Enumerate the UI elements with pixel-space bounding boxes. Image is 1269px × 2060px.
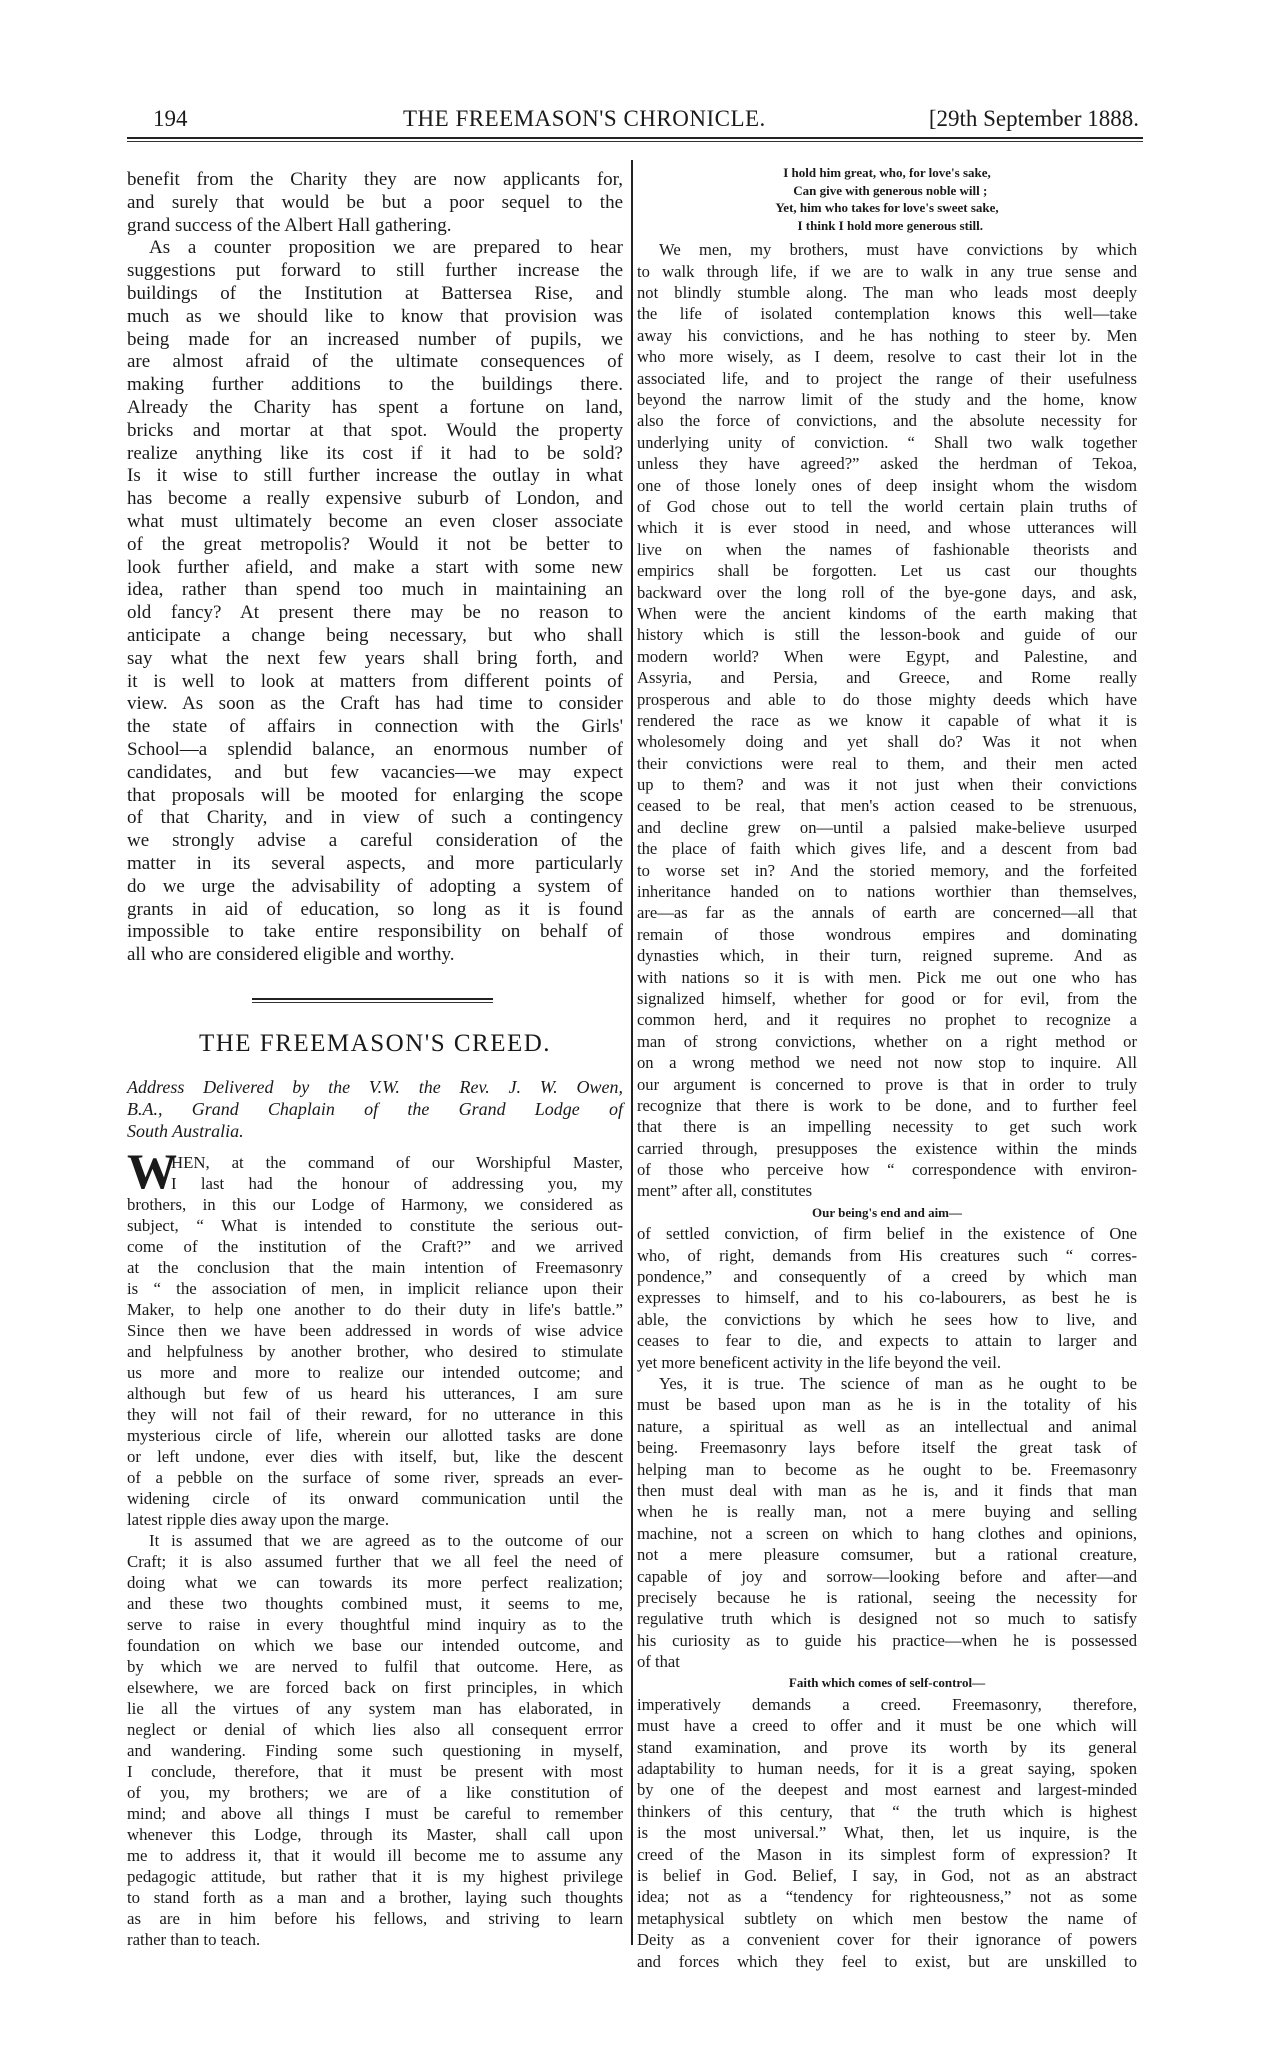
paragraph-line: creed of the Mason in its simplest form of expression? It bbox=[637, 1844, 1137, 1864]
paragraph-line: unless they have agreed?” asked the herdman of Tekoa, bbox=[637, 454, 1137, 474]
paragraph-line: grants in aid of education, so long as it is found bbox=[127, 898, 623, 920]
paragraph-line: whenever this Lodge, through its Master, shall call upon bbox=[127, 1825, 623, 1844]
paragraph-line: able, the convictions by which he sees how to live, and bbox=[637, 1309, 1137, 1329]
paragraph-line: not a mere pleasure comsumer, but a rational creature, bbox=[637, 1545, 1137, 1565]
paragraph-line: all who are considered eligible and worthy. bbox=[127, 944, 455, 966]
paragraph-line: must be based upon man as he is in the totality of his bbox=[637, 1395, 1137, 1415]
paragraph-line: they will not fail of their reward, for no utterance in this bbox=[127, 1404, 623, 1424]
paragraph-line: doing what we can towards its more perfect realization; bbox=[127, 1572, 623, 1592]
paragraph-line: recognize that there is work to be done, and to further feel bbox=[637, 1095, 1137, 1115]
paragraph-line: signalized himself, whether for good or for evil, from the bbox=[637, 988, 1137, 1008]
paragraph-line: neglect or denial of which lies also all consequent errror bbox=[127, 1719, 623, 1739]
paragraph-line: empirics shall be forgotten. Let us cast our thoughts bbox=[637, 561, 1137, 581]
left-column-continuation bbox=[127, 169, 623, 967]
paragraph-line: Deity as a convenient cover for their ignorance of powers bbox=[637, 1930, 1137, 1950]
paragraph-line: at the conclusion that the main intention of Freemasonry bbox=[127, 1257, 623, 1277]
paragraph-line: of those who perceive how “ correspondence with environ- bbox=[637, 1160, 1137, 1180]
paragraph-line: buildings of the Institution at Battersea Rise, and bbox=[127, 282, 623, 304]
paragraph-line: matter in its several aspects, and more particularly bbox=[127, 852, 623, 874]
paragraph-line: Maker, to help one another to do their duty in life's battle.” bbox=[127, 1299, 623, 1319]
paragraph-line: imperatively demands a creed. Freemasonry, therefore, bbox=[637, 1694, 1137, 1714]
paragraph-line: man of strong convictions, whether on a right method or bbox=[637, 1031, 1137, 1051]
paragraph-line: serve to raise in every thoughtful mind inquiry as to the bbox=[127, 1614, 623, 1634]
paragraph-line: who more wisely, as I deem, resolve to cast their lot in the bbox=[637, 347, 1137, 367]
paragraph-line: us more and more to realize our intended outcome; and bbox=[127, 1362, 623, 1382]
paragraph-line: suggestions put forward to still further increase the bbox=[127, 260, 623, 282]
paragraph-line: of the great metropolis? Would it not be better to bbox=[127, 533, 623, 555]
paragraph-line: benefit from the Charity they are now applicants for, bbox=[127, 169, 623, 190]
column-divider bbox=[631, 160, 633, 1945]
quoted-line: Faith which comes of self-control— bbox=[788, 1675, 986, 1691]
paragraph-line: are almost afraid of the ultimate consequences of bbox=[127, 351, 623, 373]
paragraph-line: live on when the names of fashionable theorists and bbox=[637, 539, 1137, 559]
paragraph-line: machine, not a screen on which to hang clothes and opinions, bbox=[637, 1523, 1137, 1543]
paragraph-line: to walk through life, if we are to walk in any true sense and bbox=[637, 261, 1137, 281]
paragraph-line: backward over the long roll of the bye-gone days, and ask, bbox=[637, 582, 1137, 602]
issue-date: [29th September 1888. bbox=[928, 106, 1139, 131]
page-header bbox=[127, 106, 1143, 136]
article-byline bbox=[127, 1076, 623, 1142]
section-divider-rule bbox=[252, 998, 493, 1003]
paragraph-line: although but few of us heard his utterances, I am sure bbox=[127, 1383, 623, 1403]
paragraph-line: ment” after all, constitutes bbox=[637, 1181, 813, 1201]
paragraph-line: School—a splendid balance, an enormous number of bbox=[127, 738, 623, 760]
paragraph-line: their convictions were real to them, and their men acted bbox=[637, 753, 1137, 773]
paragraph-line: idea, rather than spend too much in maintaining an bbox=[127, 579, 623, 601]
paragraph-line: I last had the honour of addressing you, my bbox=[171, 1173, 623, 1193]
paragraph-line: being. Freemasonry lays before itself the great task of bbox=[637, 1438, 1137, 1458]
paragraph-line: old fancy? At present there may be no reason to bbox=[127, 602, 623, 624]
paragraph-line: is “ the association of men, in implicit reliance upon their bbox=[127, 1278, 623, 1298]
paragraph-line: away his convictions, and he has nothing to steer by. Men bbox=[637, 325, 1137, 345]
paragraph-line: not blindly stumble along. The man who leads most deeply bbox=[637, 283, 1137, 303]
paragraph-line: our argument is concerned to prove is that in order to truly bbox=[637, 1074, 1137, 1094]
paragraph-line: prosperous and able to do those mighty deeds which have bbox=[637, 689, 1137, 709]
paragraph-line: also the force of convictions, and the absolute necessity for bbox=[637, 411, 1137, 431]
paragraph-line: Yes, it is true. The science of man as he ought to be bbox=[659, 1374, 1137, 1393]
paragraph-line: carried through, presupposes the existence within the minds bbox=[637, 1138, 1137, 1158]
paragraph-line: Since then we have been addressed in words of wise advice bbox=[127, 1320, 623, 1340]
verse-line: I hold him great, who, for love's sake, bbox=[783, 165, 991, 180]
paragraph-line: with nations so it is with men. Pick me out one who has bbox=[637, 967, 1137, 987]
paragraph-line: It is assumed that we are agreed as to the outcome of our bbox=[149, 1530, 623, 1550]
paragraph-line: When were the ancient kindoms of the earth making that bbox=[637, 603, 1137, 623]
byline-line: South Australia. bbox=[127, 1121, 244, 1141]
paragraph-line: history which is still the lesson-book and guide of our bbox=[637, 625, 1137, 645]
paragraph-line: then must deal with man as he is, and it finds that man bbox=[637, 1480, 1137, 1500]
drop-cap: W bbox=[127, 1143, 177, 1199]
paragraph-line: up to them? and was it not just when their convictions bbox=[637, 775, 1137, 795]
quoted-line: Our being's end and aim— bbox=[811, 1204, 963, 1220]
paragraph-line: the place of faith which gives life, and a descent from bad bbox=[637, 839, 1137, 859]
article-body-right bbox=[637, 239, 1137, 1972]
paragraph-line: remain of those wondrous empires and dominating bbox=[637, 924, 1137, 944]
paragraph-line: do we urge the advisability of adopting a system of bbox=[127, 875, 623, 897]
paragraph-line: what must ultimately become an even closer associate bbox=[127, 510, 623, 532]
paragraph-line: grand success of the Albert Hall gathering. bbox=[127, 214, 452, 236]
paragraph-line: is the most universal.” What, then, let us inquire, is the bbox=[637, 1823, 1137, 1843]
paragraph-line: realize anything like its cost if it had to be sold? bbox=[127, 442, 623, 464]
paragraph-line: subject, “ What is intended to constitute the serious out- bbox=[127, 1215, 623, 1235]
verse-line: Can give with generous noble will ; bbox=[786, 182, 988, 198]
verse-line: I think I hold more generous still. bbox=[790, 217, 984, 233]
paragraph-line: mind; and above all things I must be careful to remember bbox=[127, 1803, 623, 1823]
paragraph-line: of a pebble on the surface of some river, spreads an ever- bbox=[127, 1467, 623, 1487]
paragraph-line: and forces which they feel to exist, but are unskilled to bbox=[637, 1951, 1137, 1971]
paragraph-line: Assyria, and Persia, and Greece, and Rome really bbox=[637, 668, 1137, 688]
paragraph-line: is belief in God. Belief, I say, in God, not as an abstract bbox=[637, 1865, 1137, 1885]
paragraph-line: of settled conviction, of firm belief in the existence of One bbox=[637, 1224, 1137, 1244]
paragraph-line: precisely because he is rational, seeing the necessity for bbox=[637, 1587, 1137, 1607]
paragraph-line: modern world? When were Egypt, and Palestine, and bbox=[637, 646, 1137, 666]
paragraph-line: lie all the virtues of any system man has elaborated, in bbox=[127, 1698, 623, 1718]
paragraph-line: helping man to become as he ought to be. Freemasonry bbox=[637, 1459, 1137, 1479]
article-body-left bbox=[127, 1152, 623, 1951]
paragraph-line: foundation on which we base our intended outcome, and bbox=[127, 1635, 623, 1655]
paragraph-line: and decline grew on—until a palsied make-believe usurped bbox=[637, 817, 1137, 837]
paragraph-line: rendered the race as we know it capable of what it is bbox=[637, 710, 1137, 730]
paragraph-line: wholesomely doing and yet shall do? Was it not when bbox=[637, 732, 1137, 752]
paragraph-line: the life of isolated contemplation knows this well—take bbox=[637, 304, 1137, 324]
paragraph-line: are—as far as the annals of earth are concerned—all that bbox=[637, 903, 1137, 923]
paragraph-line: which it is ever stood in need, and whose utterances will bbox=[637, 518, 1137, 538]
paragraph-line: on a wrong method we need not now stop to inquire. All bbox=[637, 1053, 1137, 1073]
paragraph-line: idea; not as a “tendency for righteousness,” not as some bbox=[637, 1887, 1137, 1907]
byline-line: B.A., Grand Chaplain of the Grand Lodge of bbox=[127, 1099, 623, 1119]
paragraph-line: We men, my brothers, must have convictions by which bbox=[659, 240, 1137, 260]
paragraph-line: and these two thoughts combined must, it seems to me, bbox=[127, 1593, 623, 1613]
paragraph-line: and surely that would be but a poor sequel to the bbox=[127, 191, 623, 213]
paragraph-line: by one of the deepest and most earnest and largest-minded bbox=[637, 1780, 1137, 1800]
paragraph-line: ceases to fear to die, and expects to attain to larger and bbox=[637, 1331, 1137, 1351]
paragraph-line: that there is an impelling necessity to get such work bbox=[637, 1117, 1137, 1137]
paragraph-line: look further afield, and make a start with some new bbox=[127, 556, 623, 578]
paragraph-line: adaptability to human needs, for it is a great saying, spoken bbox=[637, 1759, 1137, 1779]
paragraph-line: come of the institution of the Craft?” and we arrived bbox=[127, 1236, 623, 1256]
paragraph-line: pondence,” and consequently of a creed by which man bbox=[637, 1267, 1137, 1287]
paragraph-line: nature, a spiritual as well as an intellectual and animal bbox=[637, 1416, 1137, 1436]
paragraph-line: As a counter proposition we are prepared to hear bbox=[149, 237, 623, 259]
paragraph-line: candidates, and but few vacancies—we may expect bbox=[127, 761, 623, 783]
paragraph-line: his curiosity as to guide his practice—when he is possessed bbox=[637, 1630, 1137, 1650]
header-double-rule bbox=[127, 137, 1143, 142]
publication-title: THE FREEMASON'S CHRONICLE. bbox=[403, 106, 766, 131]
paragraph-line: and helpfulness by another brother, who desired to stimulate bbox=[127, 1341, 623, 1361]
paragraph-line: view. As soon as the Craft has had time to consider bbox=[127, 693, 623, 715]
paragraph-line: being made for an increased number of pupils, we bbox=[127, 328, 623, 350]
paragraph-line: metaphysical subtlety on which men bestow the name of bbox=[637, 1908, 1137, 1928]
paragraph-line: as are in him before his fellows, and striving to learn bbox=[127, 1909, 623, 1929]
verse-quotation bbox=[637, 164, 1137, 234]
paragraph-line: has become a really expensive suburb of London, and bbox=[127, 488, 623, 510]
paragraph-line: anticipate a change being necessary, but who shall bbox=[127, 624, 623, 646]
paragraph-line: ceased to be real, that men's action ceased to be strenuous, bbox=[637, 796, 1137, 816]
paragraph-line: Is it wise to still further increase the outlay in what bbox=[127, 465, 623, 487]
paragraph-line: we strongly advise a careful consideration of the bbox=[127, 830, 623, 852]
paragraph-line: that proposals will be mooted for enlarging the scope bbox=[127, 784, 623, 806]
paragraph-line: of you, my brothers; we are of a like constitution of bbox=[127, 1782, 623, 1802]
paragraph-line: the state of affairs in connection with the Girls' bbox=[127, 716, 623, 738]
byline-line: Address Delivered by the V.W. the Rev. J. W. Owen, bbox=[127, 1077, 623, 1097]
paragraph-line: impossible to take entire responsibility on behalf of bbox=[127, 921, 623, 943]
paragraph-line: to stand forth as a man and a brother, laying such thoughts bbox=[127, 1888, 623, 1908]
paragraph-line: yet more beneficent activity in the life beyond the veil. bbox=[637, 1352, 1002, 1372]
paragraph-line: HEN, at the command of our Worshipful Master, bbox=[171, 1152, 623, 1172]
paragraph-line: I conclude, therefore, that it must be present with most bbox=[127, 1761, 623, 1781]
paragraph-line: me to address it, that it would ill become me to assume any bbox=[127, 1846, 623, 1866]
paragraph-line: elsewhere, we are forced back on first principles, in which bbox=[127, 1677, 623, 1697]
paragraph-line: it is well to look at matters from different points of bbox=[127, 670, 623, 692]
paragraph-line: pedagogic attitude, but rather that it is my highest privilege bbox=[127, 1867, 623, 1887]
paragraph-line: must have a creed to offer and it must be one which will bbox=[637, 1716, 1137, 1736]
paragraph-line: associated life, and to project the range of their usefulness bbox=[637, 368, 1137, 388]
paragraph-line: of God chose out to tell the world certain plain truths of bbox=[637, 496, 1137, 516]
paragraph-line: mysterious circle of life, wherein our allotted tasks are done bbox=[127, 1425, 623, 1445]
paragraph-line: regulative truth which is designed not so much to satisfy bbox=[637, 1609, 1137, 1629]
paragraph-line: bricks and mortar at that spot. Would the property bbox=[127, 419, 623, 441]
paragraph-line: inheritance handed on to nations worthier than themselves, bbox=[637, 882, 1137, 902]
paragraph-line: or left undone, ever dies with itself, but, like the descent bbox=[127, 1446, 623, 1466]
paragraph-line: by which we are nerved to fulfil that outcome. Here, as bbox=[127, 1656, 623, 1676]
paragraph-line: expresses to himself, and to his co-labourers, as best he is bbox=[637, 1288, 1137, 1308]
paragraph-line: much as we should like to know that provision was bbox=[127, 305, 623, 327]
paragraph-line: widening circle of its onward communication until the bbox=[127, 1488, 623, 1508]
article-title: THE FREEMASON'S CREED. bbox=[198, 1030, 552, 1057]
paragraph-line: underlying unity of conviction. “ Shall two walk together bbox=[637, 432, 1137, 452]
paragraph-line: common herd, and it requires no prophet to recognize a bbox=[637, 1010, 1137, 1030]
paragraph-line: Already the Charity has spent a fortune on land, bbox=[127, 396, 623, 418]
paragraph-line: making further additions to the buildings there. bbox=[127, 374, 623, 396]
paragraph-line: one of those lonely ones of deep insight whom the wisdom bbox=[637, 475, 1137, 495]
paragraph-line: when he is really man, not a mere buying and selling bbox=[637, 1502, 1137, 1522]
paragraph-line: who, of right, demands from His creatures such “ corres- bbox=[637, 1245, 1137, 1265]
paragraph-line: and wandering. Finding some such questioning in myself, bbox=[127, 1740, 623, 1760]
paragraph-line: to worse set in? And the storied memory, and the forfeited bbox=[637, 860, 1137, 880]
paragraph-line: brothers, in this our Lodge of Harmony, we considered as bbox=[127, 1194, 623, 1214]
paragraph-line: capable of joy and sorrow—looking before and after—and bbox=[637, 1566, 1137, 1586]
paragraph-line: of that Charity, and in view of such a contingency bbox=[127, 807, 623, 829]
page-number: 194 bbox=[153, 106, 188, 131]
paragraph-line: thinkers of this century, that “ the truth which is highest bbox=[637, 1801, 1137, 1821]
verse-line: Yet, him who takes for love's sweet sake, bbox=[775, 200, 999, 215]
paragraph-line: beyond the narrow limit of the study and the home, know bbox=[637, 390, 1137, 410]
paragraph-line: of that bbox=[637, 1652, 680, 1672]
paragraph-line: say what the next few years shall bring forth, and bbox=[127, 647, 623, 669]
paragraph-line: dynasties which, in their turn, reigned supreme. And as bbox=[637, 946, 1137, 966]
paragraph-line: rather than to teach. bbox=[127, 1930, 261, 1950]
paragraph-line: Craft; it is also assumed further that we all feel the need of bbox=[127, 1551, 623, 1571]
paragraph-line: stand examination, and prove its worth by its general bbox=[637, 1737, 1137, 1757]
paragraph-line: latest ripple dies away upon the marge. bbox=[127, 1509, 390, 1529]
